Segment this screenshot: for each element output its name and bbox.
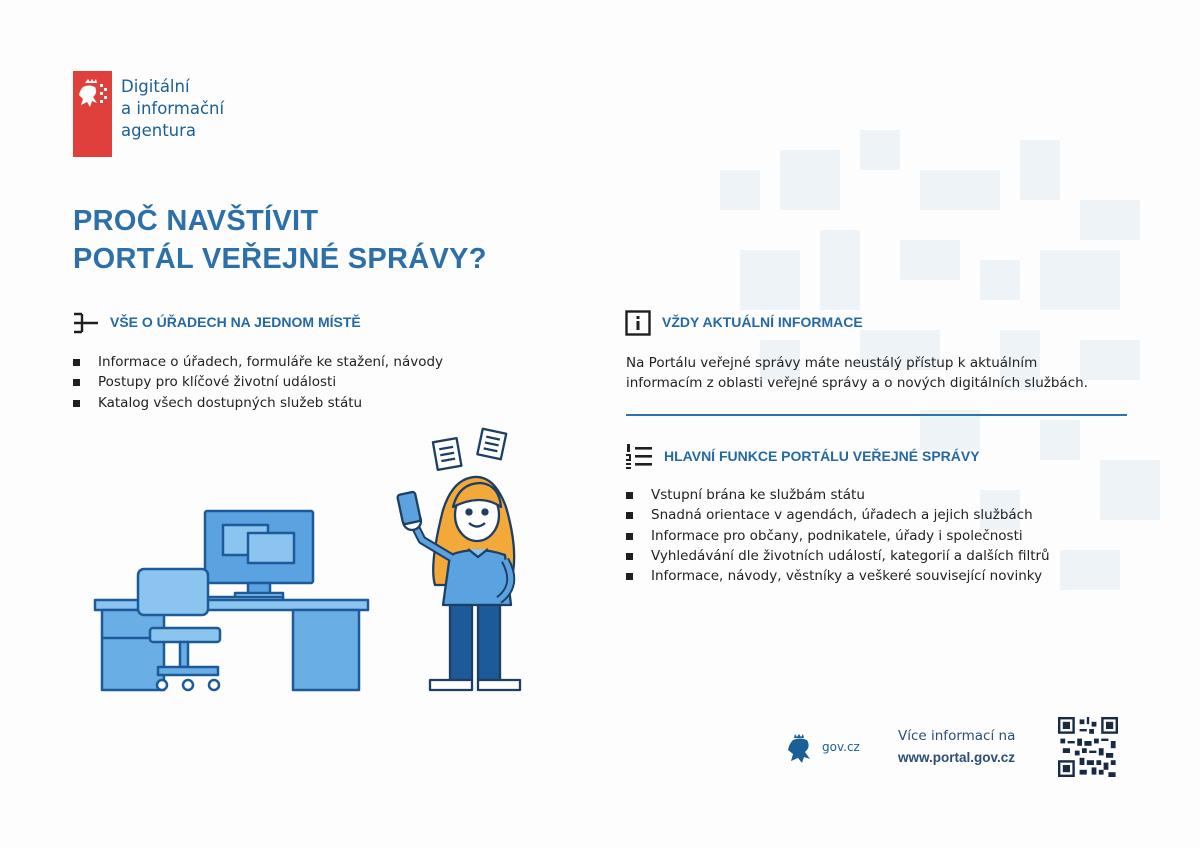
list-item: Informace o úřadech, formuláře ke stažení, návody xyxy=(73,352,443,372)
portal-url-link[interactable]: www.portal.gov.cz xyxy=(898,750,1016,765)
list-item: Snadná orientace v agendách, úřadech a jejich službách xyxy=(626,505,1050,525)
dia-logo-emblem xyxy=(73,71,112,157)
gov-cz-label: gov.cz xyxy=(822,740,860,754)
logo-line-3: agentura xyxy=(121,121,197,140)
list-item: Vstupní brána ke službám státu xyxy=(626,485,1050,505)
page-title-line-2: PORTÁL VEŘEJNÉ SPRÁVY? xyxy=(73,243,487,275)
section-offices-title: VŠE O ÚŘADECH NA JEDNOM MÍSTĚ xyxy=(110,314,361,330)
section-info-text xyxy=(626,353,1088,394)
page-title-line-1: PROČ NAVŠTÍVIT xyxy=(73,205,319,237)
info-text-line-2: informacím z oblasti veřejné správy a o nových digitálních službách. xyxy=(626,375,1088,392)
logo-line-2: a informační xyxy=(121,99,225,118)
more-info-label: Více informací na xyxy=(898,728,1016,744)
section-divider xyxy=(626,414,1127,416)
lion-emblem-icon xyxy=(73,71,112,157)
logo-line-1: Digitální xyxy=(121,77,190,96)
section-info-title: VŽDY AKTUÁLNÍ INFORMACE xyxy=(662,314,863,330)
lion-emblem-icon xyxy=(787,731,815,763)
qr-code-icon[interactable] xyxy=(1058,717,1118,777)
numbered-list-icon xyxy=(625,443,653,469)
list-item: Informace pro občany, podnikatele, úřady i společnosti xyxy=(626,526,1050,546)
info-text-line-1: Na Portálu veřejné správy máte neustálý přístup k aktuálním xyxy=(626,355,1038,371)
woman-with-phone-illustration xyxy=(390,425,530,700)
section-offices-list xyxy=(73,352,443,413)
list-item: Katalog všech dostupných služeb státu xyxy=(73,393,443,413)
org-chart-icon xyxy=(73,311,99,335)
list-item: Vyhledávání dle životních událostí, kategorií a dalších filtrů xyxy=(626,546,1050,566)
section-functions-list xyxy=(626,485,1050,586)
desk-computer-illustration xyxy=(90,505,375,700)
info-icon xyxy=(625,310,651,336)
footer-info xyxy=(898,726,1015,768)
list-item: Postupy pro klíčové životní události xyxy=(73,372,443,392)
section-functions-title: HLAVNÍ FUNKCE PORTÁLU VEŘEJNÉ SPRÁVY xyxy=(664,448,980,464)
list-item: Informace, návody, věstníky a veškeré související novinky xyxy=(626,566,1050,586)
dia-logo-text xyxy=(121,76,224,142)
page-title xyxy=(73,202,487,278)
